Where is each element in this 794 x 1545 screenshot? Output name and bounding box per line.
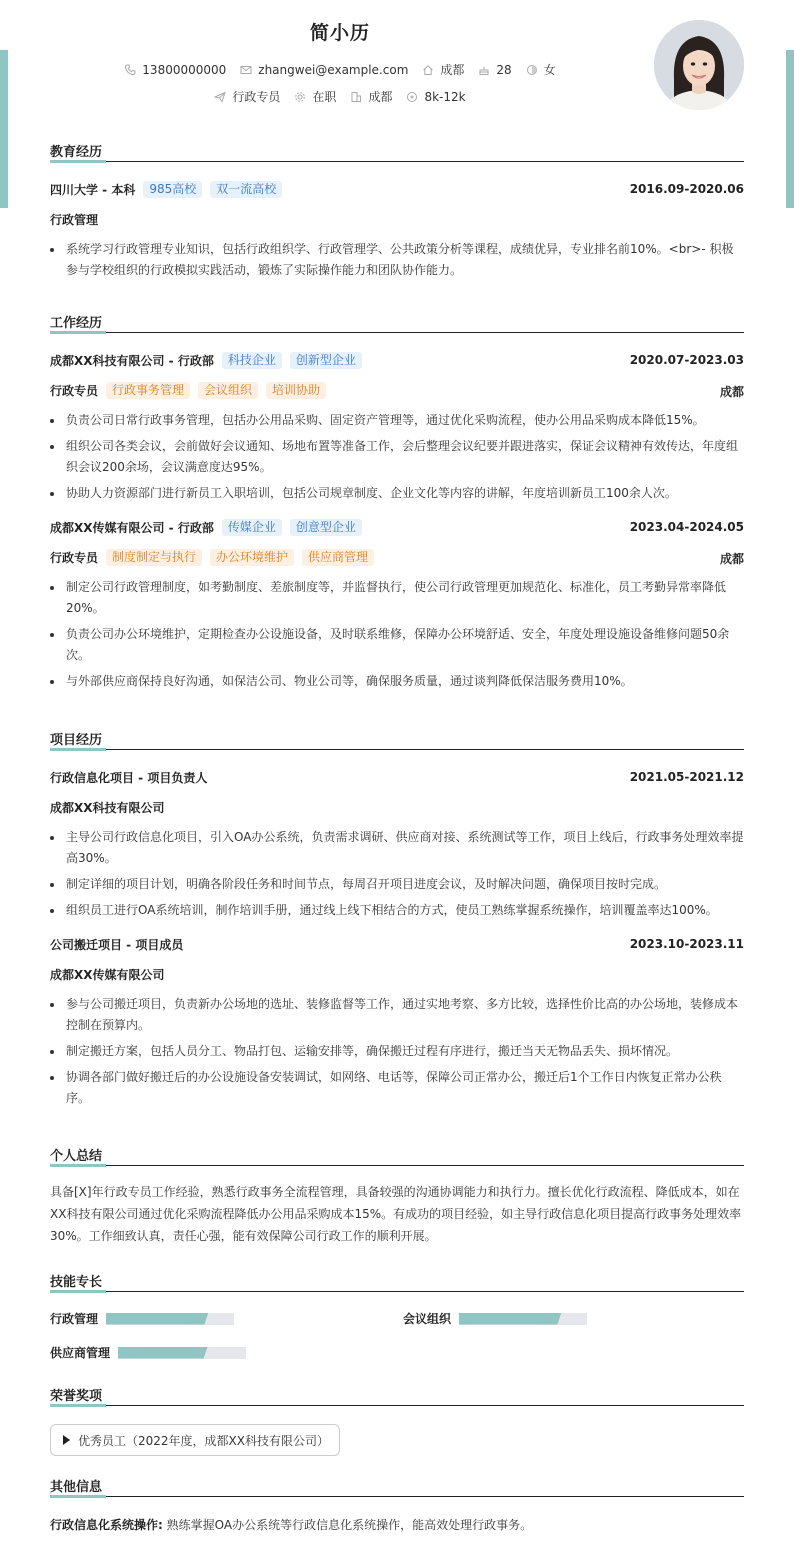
target-city-item	[350, 88, 392, 105]
skill-bar-fill	[118, 1347, 208, 1359]
gender-icon	[526, 64, 538, 76]
paper-plane-icon	[214, 91, 226, 103]
job-header-row	[50, 350, 744, 370]
list-item: 制定公司行政管理制度，如考勤制度、差旅制度等，并监督执行，使公司行政管理更加规范化、标准化，员工考勤异常率降低20%。	[50, 577, 744, 619]
education-date: 2016.09-2020.06	[629, 182, 744, 196]
education-header-row	[50, 179, 744, 199]
section-title-text: 技能专长	[50, 1275, 103, 1290]
education-section	[50, 140, 744, 286]
project-name: 公司搬迁项目 - 项目成员	[50, 937, 184, 952]
company-name: 成都XX传媒有限公司 - 行政部	[50, 520, 214, 535]
role-row	[50, 380, 744, 400]
school-tag: 985高校	[143, 181, 202, 198]
education-bullets	[50, 239, 744, 281]
skill-name: 行政管理	[50, 1312, 99, 1326]
mail-icon	[240, 64, 252, 76]
phone-item	[124, 63, 226, 77]
project-bullets	[50, 827, 744, 921]
resume-header	[0, 0, 794, 120]
section-title-accent	[50, 331, 106, 334]
salary-text: 8k-12k	[424, 89, 466, 104]
settings-icon	[294, 91, 306, 103]
section-title-text: 其他信息	[50, 1480, 103, 1495]
section-title-text: 教育经历	[50, 145, 103, 160]
section-title-text: 荣誉奖项	[50, 1389, 103, 1404]
coin-icon	[406, 91, 418, 103]
company-name: 成都XX科技有限公司 - 行政部	[50, 353, 214, 368]
list-item: 协助人力资源部门进行新员工入职培训，包括公司规章制度、企业文化等内容的讲解，年度培训新员工100余人次。	[50, 483, 744, 504]
project-company-row	[50, 797, 744, 817]
home-icon	[422, 64, 434, 76]
section-title	[50, 1144, 744, 1166]
award-text: 优秀员工（2022年度，成都XX科技有限公司）	[78, 1433, 329, 1448]
section-title-accent	[50, 1495, 106, 1498]
role-tag: 会议组织	[198, 382, 258, 399]
skill-item	[50, 1344, 246, 1361]
job-date: 2023.04-2024.05	[629, 520, 744, 534]
company-tag: 创新型企业	[290, 352, 362, 369]
section-title-text: 工作经历	[50, 316, 103, 331]
major: 行政管理	[50, 212, 99, 227]
section-title-accent	[50, 748, 106, 751]
avatar	[654, 20, 744, 110]
list-item: 协调各部门做好搬迁后的办公设施设备安装调试，如网络、电话等，保障公司正常办公，搬迁后1个工作日内恢复正常办公秩序。	[50, 1067, 744, 1109]
company-tag: 科技企业	[222, 352, 282, 369]
list-item: 组织公司各类会议，会前做好会议通知、场地布置等准备工作，会后整理会议纪要并跟进落实，保证会议精神有效传达，年度组织会议200余场，会议满意度达95%。	[50, 436, 744, 478]
awards-section	[50, 1384, 744, 1456]
summary-text: 具备[X]年行政专员工作经验，熟悉行政事务全流程管理，具备较强的沟通协调能力和执行力。擅长优化行政流程、降低成本，如在XX科技有限公司通过优化采购流程降低办公用品采购成本15%。有成功的项目经验，如主导行政信息化项目提高行政事务处理效率30%。工作细致认真，责任心强，能有效保障公司行政工作的顺利开展。	[50, 1185, 742, 1243]
city-text: 成都	[440, 63, 465, 77]
project-company: 成都XX传媒有限公司	[50, 967, 165, 982]
company-tag: 创意型企业	[290, 519, 362, 536]
skill-item	[50, 1310, 234, 1327]
project-name: 行政信息化项目 - 项目负责人	[50, 770, 208, 785]
work-section	[50, 311, 744, 697]
target-city-text: 成都	[368, 90, 393, 104]
status-text: 在职	[312, 90, 337, 104]
section-title	[50, 311, 744, 333]
job-header-row	[50, 517, 744, 537]
skill-bar	[118, 1347, 246, 1359]
list-item: 主导公司行政信息化项目，引入OA办公系统，负责需求调研、供应商对接、系统测试等工作，项目上线后，行政事务处理效率提高30%。	[50, 827, 744, 869]
school-tag: 双一流高校	[210, 181, 282, 198]
phone-icon	[124, 64, 136, 76]
project-date: 2023.10-2023.11	[629, 937, 744, 951]
list-item: 负责公司日常行政事务管理，包括办公用品采购、固定资产管理等，通过优化采购流程，使办公用品采购成本降低15%。	[50, 410, 744, 431]
awards-list	[50, 1424, 744, 1456]
role-tag: 办公环境维护	[210, 549, 294, 566]
role-tag: 培训协助	[266, 382, 326, 399]
summary-section	[50, 1144, 744, 1247]
building-icon	[350, 91, 362, 103]
city-item	[422, 61, 464, 78]
skill-name: 供应商管理	[50, 1346, 111, 1360]
age-text: 28	[496, 62, 512, 77]
job-bullets	[50, 577, 744, 692]
list-item: 参与公司搬迁项目，负责新办公场地的选址、装修监督等工作，通过实地考察、多方比较，选择性价比高的办公场地，装修成本控制在预算内。	[50, 994, 744, 1036]
major-row	[50, 209, 744, 229]
job-bullets	[50, 410, 744, 504]
project-header-row	[50, 934, 744, 954]
email-text: zhangwei@example.com	[258, 62, 409, 77]
other-info-text: 熟练掌握OA办公系统等行政信息化系统操作，能高效处理行政事务。	[166, 1518, 533, 1532]
project-bullets	[50, 994, 744, 1109]
cake-icon	[478, 64, 490, 76]
section-title	[50, 1384, 744, 1406]
gender-text: 女	[543, 63, 556, 77]
skill-item	[403, 1310, 587, 1327]
role-tag: 供应商管理	[302, 549, 374, 566]
job-date: 2020.07-2023.03	[629, 353, 744, 367]
candidate-name: 简小历	[309, 22, 370, 44]
other-info-line	[50, 1515, 744, 1535]
triangle-right-icon	[63, 1435, 70, 1445]
job-intent-row	[0, 88, 680, 105]
other-info-label: 行政信息化系统操作:	[50, 1518, 163, 1532]
position-item	[214, 88, 280, 105]
section-title-accent	[50, 160, 106, 163]
project-date: 2021.05-2021.12	[629, 770, 744, 784]
salary-item	[406, 90, 465, 104]
email-item	[240, 63, 408, 77]
skill-bar-fill	[106, 1313, 208, 1325]
avatar-portrait	[654, 20, 744, 110]
age-item	[478, 63, 511, 77]
skills-list	[50, 1292, 744, 1372]
list-item: 系统学习行政管理专业知识，包括行政组织学、行政管理学、公共政策分析等课程，成绩优异，专业排名前10%。<br>- 积极参与学校组织的行政模拟实践活动，锻炼了实际操作能力和团队协作能力。	[50, 239, 744, 281]
status-item	[294, 88, 336, 105]
section-title-accent	[50, 1404, 106, 1407]
job-role: 行政专员	[50, 550, 99, 565]
role-row	[50, 547, 744, 567]
list-item: 制定详细的项目计划，明确各阶段任务和时间节点，每周召开项目进度会议，及时解决问题，确保项目按时完成。	[50, 874, 744, 895]
projects-section	[50, 728, 744, 1114]
job-role: 行政专员	[50, 383, 99, 398]
section-title-text: 个人总结	[50, 1149, 103, 1164]
section-title	[50, 140, 744, 162]
list-item: 制定搬迁方案，包括人员分工、物品打包、运输安排等，确保搬迁过程有序进行，搬迁当天无物品丢失、损坏情况。	[50, 1041, 744, 1062]
section-title-text: 项目经历	[50, 733, 103, 748]
award-item[interactable]	[50, 1424, 340, 1456]
section-title	[50, 728, 744, 750]
job-location: 成都	[719, 385, 744, 399]
section-title-accent	[50, 1164, 106, 1167]
gender-item	[526, 61, 556, 78]
phone-text: 13800000000	[142, 62, 227, 77]
company-tag: 传媒企业	[222, 519, 282, 536]
section-title	[50, 1475, 744, 1497]
project-company: 成都XX科技有限公司	[50, 800, 165, 815]
list-item: 负责公司办公环境维护，定期检查办公设施设备，及时联系维修，保障办公环境舒适、安全，年度处理设施设备维修问题50余次。	[50, 624, 744, 666]
list-item: 组织员工进行OA系统培训，制作培训手册，通过线上线下相结合的方式，使员工熟练掌握系统操作，培训覆盖率达100%。	[50, 900, 744, 921]
position-text: 行政专员	[232, 90, 281, 104]
role-tag: 制度制定与执行	[106, 549, 202, 566]
school-name: 四川大学 - 本科	[50, 182, 136, 197]
other-section	[50, 1475, 744, 1535]
list-item: 与外部供应商保持良好沟通，如保洁公司、物业公司等，确保服务质量，通过谈判降低保洁服务费用10%。	[50, 671, 744, 692]
skill-bar	[106, 1313, 234, 1325]
contact-row	[0, 61, 680, 78]
section-title	[50, 1270, 744, 1292]
project-company-row	[50, 964, 744, 984]
skill-bar	[459, 1313, 587, 1325]
skills-section	[50, 1270, 744, 1372]
role-tag: 行政事务管理	[106, 382, 190, 399]
skill-bar-fill	[459, 1313, 561, 1325]
project-header-row	[50, 767, 744, 787]
job-location: 成都	[719, 552, 744, 566]
skill-name: 会议组织	[403, 1312, 452, 1326]
